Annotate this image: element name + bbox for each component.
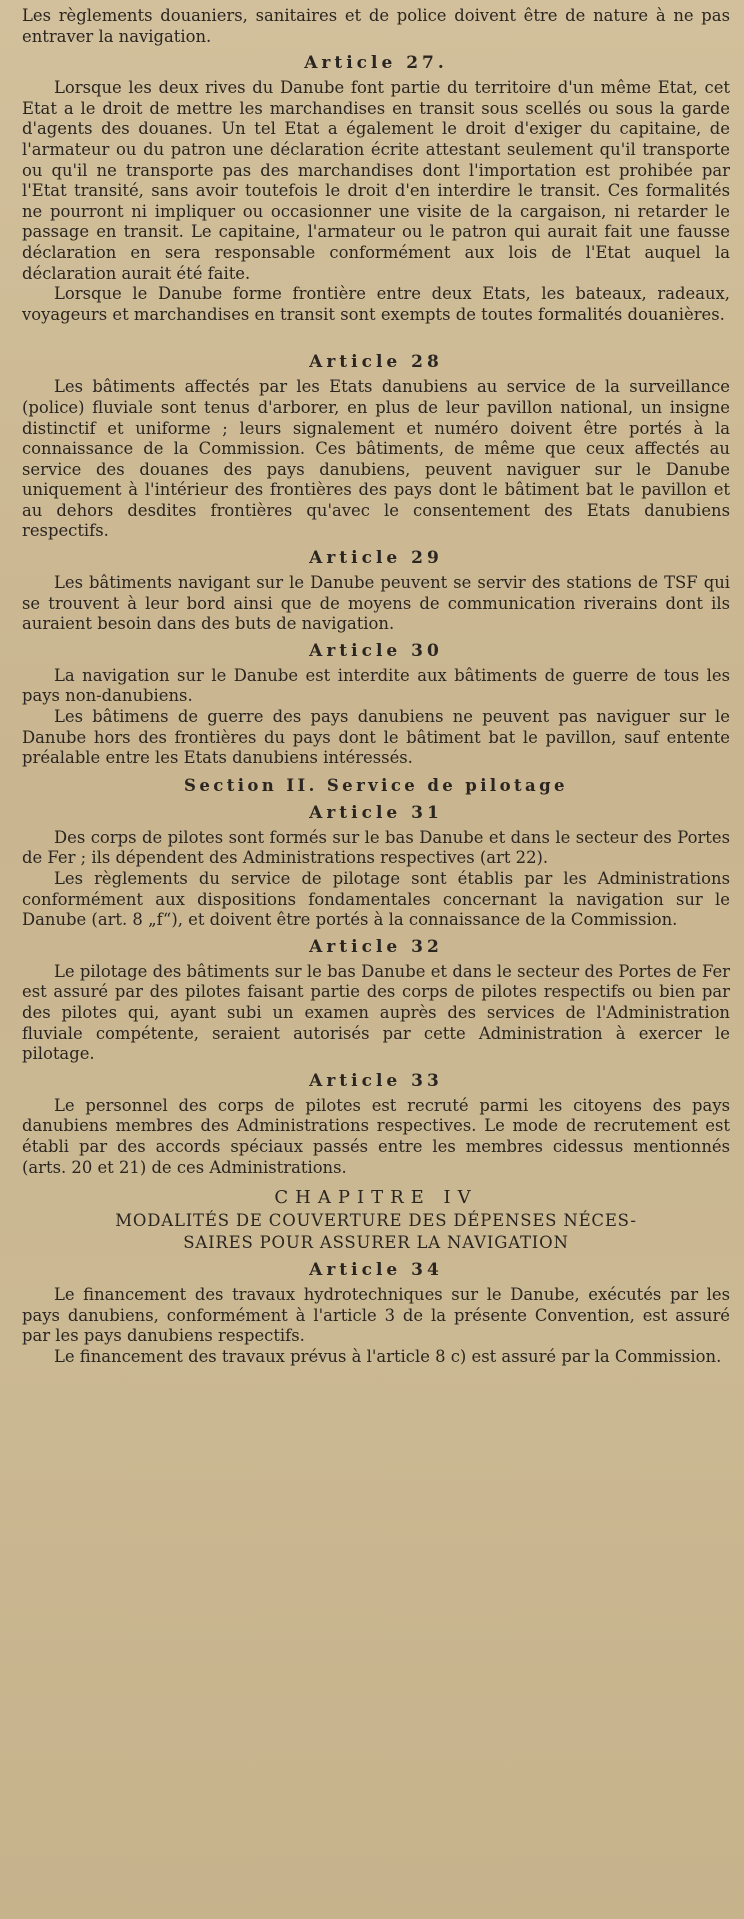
article-30-heading: Article 30	[309, 640, 443, 661]
article-30-paragraph-2: Les bâtimens de guerre des pays danubiens ne peuvent pas naviguer sur le Danube hors des frontières du pays dont le bâtiment bat le pavillon, sauf entente préalable entre les Etats danubiens intéressés.	[22, 707, 730, 768]
article-34-paragraph-1: Le financement des travaux hydrotechniques sur le Danube, exécutés par les pays danubiens, conformément à l'article 3 de la présente Convention, est assuré par les pays danubiens respectifs.	[22, 1285, 730, 1346]
chapter-4-title: CHAPITRE IV	[274, 1187, 478, 1209]
article-30-paragraph-1: La navigation sur le Danube est interdite aux bâtiments de guerre de tous les pays non-danubiens.	[22, 665, 730, 706]
article-31-paragraph-2: Les règlements du service de pilotage sont établis par les Administrations conformément aux dispositions fondamentales concernant la navigation sur le Danube (art. 8 „f“), et doivent être portés à la connaissance de la Commission.	[22, 869, 730, 930]
article-29-heading: Article 29	[309, 548, 443, 569]
article-27-heading: Article 27.	[304, 53, 448, 74]
article-31-paragraph-1: Des corps de pilotes sont formés sur le bas Danube et dans le secteur des Portes de Fer ; ils dépendent des Administrations respectives (art 22).	[22, 827, 730, 868]
paragraph-intro: Les règlements douaniers, sanitaires et de police doivent être de nature à ne pas entraver la navigation.	[22, 6, 730, 46]
article-29-paragraph-1: Les bâtiments navigant sur le Danube peuvent se servir des stations de TSF qui se trouvent à leur bord ainsi que de moyens de communication riverains dont ils auraient besoin dans des buts de navigation.	[22, 573, 730, 634]
section-2-title: Section II. Service de pilotage	[184, 775, 568, 795]
article-32-heading: Article 32	[309, 936, 443, 957]
article-33-heading: Article 33	[309, 1070, 443, 1091]
article-32-paragraph-1: Le pilotage des bâtiments sur le bas Danube et dans le secteur des Portes de Fer est assuré par des pilotes faisant partie des corps de pilotes respectifs ou bien par des pilotes qui, ayant subi un examen auprès des services de l'Administration fluviale compétente, seraient autorisés par cette Administration à exercer le pilotage.	[22, 961, 730, 1064]
article-34-heading: Article 34	[309, 1260, 443, 1281]
article-27-paragraph-2: Lorsque le Danube forme frontière entre deux Etats, les bateaux, radeaux, voyageurs et marchandises en transit sont exempts de toutes formalités douanières.	[22, 284, 730, 324]
article-33-paragraph-1: Le personnel des corps de pilotes est recruté parmi les citoyens des pays danubiens membres des Administrations respectives. Le mode de recrutement est établi par des accords spéciaux passés entre les membres cidessus mentionnés (arts. 20 et 21) de ces Administrations.	[22, 1095, 730, 1177]
article-28-heading: Article 28	[309, 352, 443, 373]
article-34-paragraph-2: Le financement des travaux prévus à l'article 8 c) est assuré par la Commission.	[54, 1346, 722, 1366]
article-28-paragraph-1: Les bâtiments affectés par les Etats danubiens au service de la surveillance (police) fluviale sont tenus d'arborer, en plus de leur pavillon national, un insigne distinctif et uniforme ; leurs signalement et numéro doivent être portés à la connaissance de la Commission. Ces bâtiments, de même que ceux affectés au service des douanes des pays danubiens, peuvent naviguer sur le Danube uniquement à l'intérieur des frontières des pays dont le bâtiment bat le pavillon et au dehors desdites frontières qu'avec le consentement des Etats danubiens respectifs.	[22, 377, 730, 541]
chapter-4-subtitle-line-1: MODALITÉS DE COUVERTURE DES DÉPENSES NÉCES-	[115, 1211, 637, 1231]
article-27-paragraph-1: Lorsque les deux rives du Danube font partie du territoire d'un même Etat, cet Etat a le droit de mettre les marchandises en transit sous scellés ou sous la garde d'agents des douanes. Un tel Etat a également le droit d'exiger du capitaine, de l'armateur ou du patron une déclaration écrite attestant seulement qu'il transporte ou qu'il ne transporte pas des marchandises dont l'importation est prohibée par l'Etat transité, sans avoir toutefois le droit d'en interdire le transit. Ces formalités ne pourront ni impliquer ou occasionner une visite de la cargaison, ni retarder le passage en transit. Le capitaine, l'armateur ou le patron qui aurait fait une fausse déclaration en sera responsable conformément aux lois de l'Etat auquel la déclaration aurait été faite.	[22, 78, 730, 283]
chapter-4-subtitle-line-2: SAIRES POUR ASSURER LA NAVIGATION	[183, 1233, 569, 1253]
article-31-heading: Article 31	[309, 802, 443, 823]
